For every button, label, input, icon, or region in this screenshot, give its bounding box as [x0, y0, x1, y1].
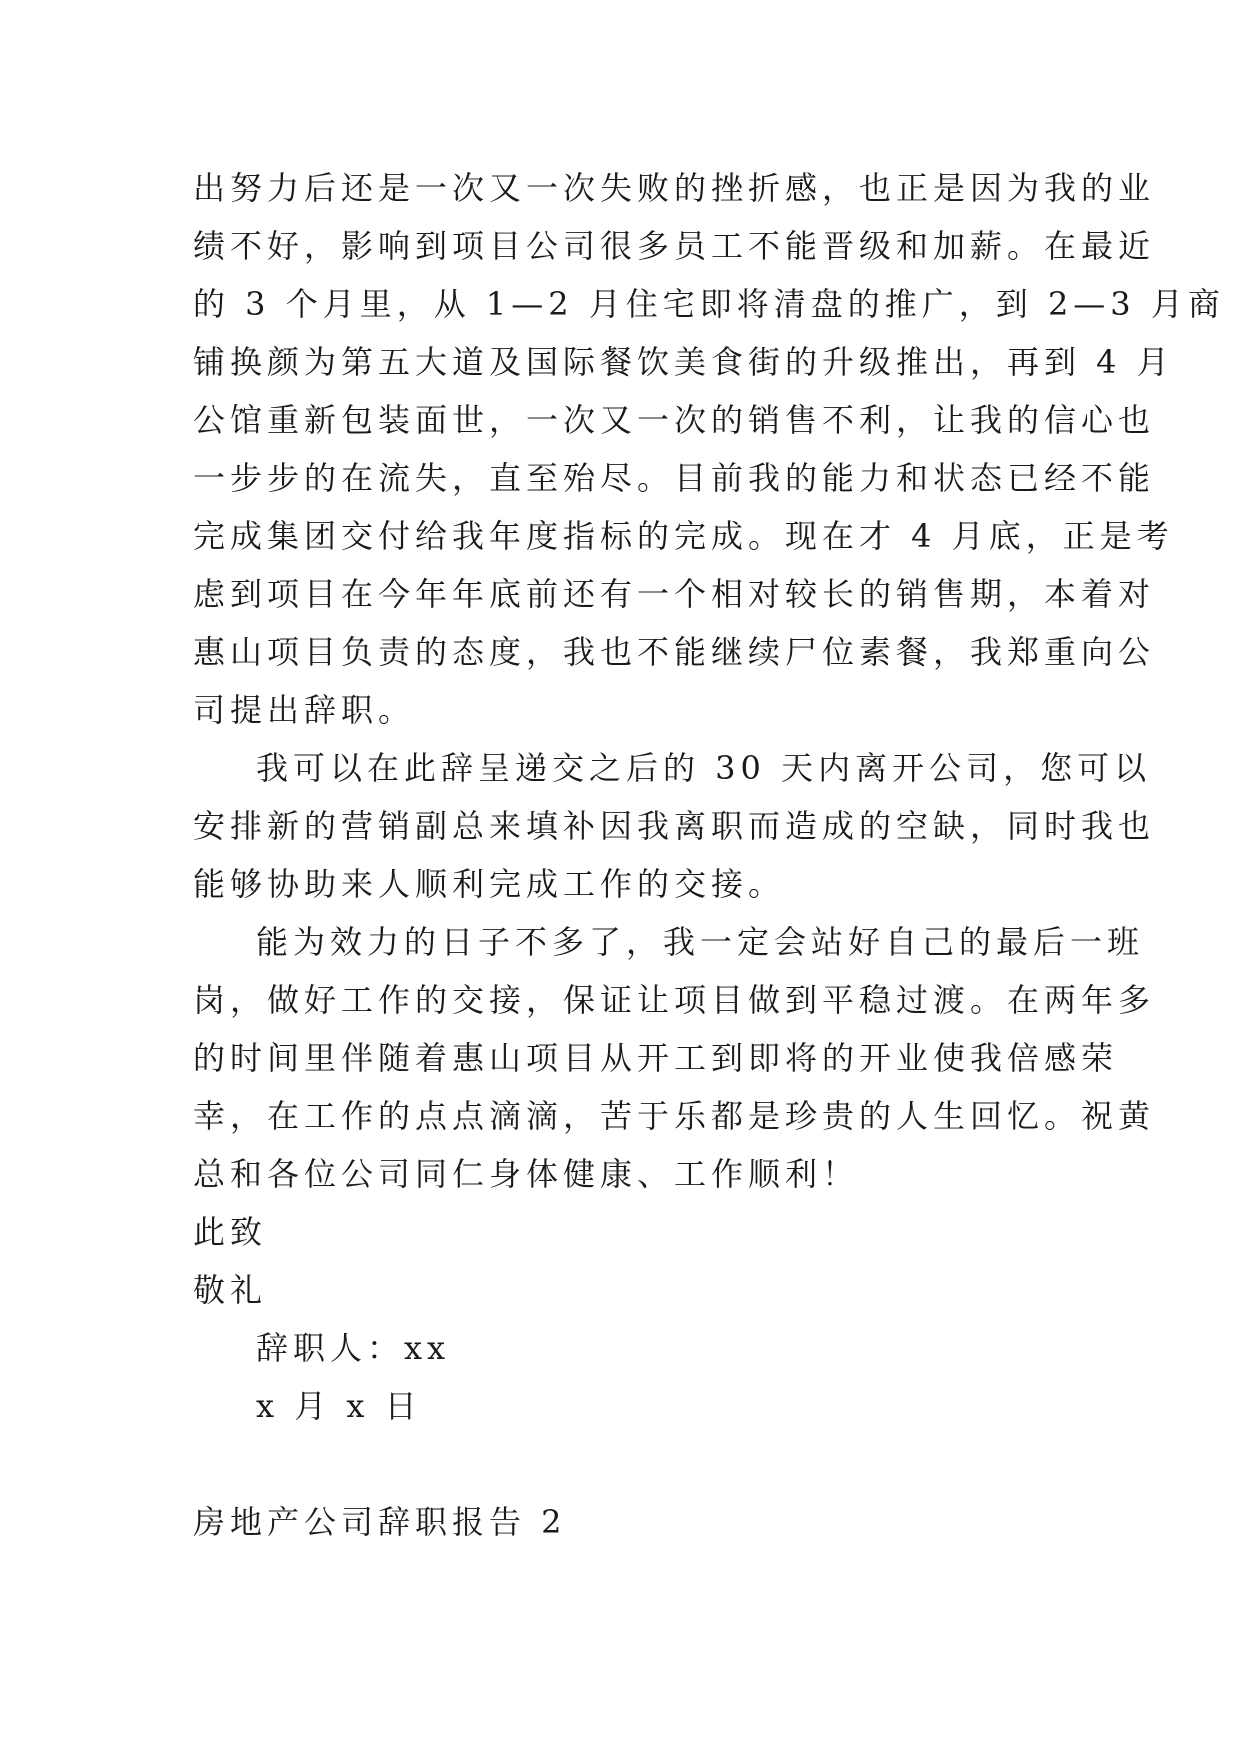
body-line: 能为效力的日子不多了，我一定会站好自己的最后一班 — [256, 923, 1145, 961]
closing-salutation: 此致 — [193, 1213, 268, 1251]
closing-regards: 敬礼 — [193, 1271, 268, 1309]
body-line: 能够协助来人顺利完成工作的交接。 — [193, 865, 786, 903]
section-heading: 房地产公司辞职报告 2 — [193, 1503, 567, 1541]
body-line: 虑到项目在今年年底前还有一个相对较长的销售期，本着对 — [193, 575, 1156, 613]
body-line: 的时间里伴随着惠山项目从开工到即将的开业使我倍感荣 — [193, 1039, 1119, 1077]
body-line: 一步步的在流失，直至殆尽。目前我的能力和状态已经不能 — [193, 459, 1156, 497]
body-line: 惠山项目负责的态度，我也不能继续尸位素餐，我郑重向公 — [193, 633, 1156, 671]
body-line: 安排新的营销副总来填补因我离职而造成的空缺，同时我也 — [193, 807, 1156, 845]
body-line: 司提出辞职。 — [193, 691, 416, 729]
signature-name: 辞职人：xx — [256, 1329, 451, 1367]
body-line: 的 3 个月里，从 1—2 月住宅即将清盘的推广，到 2—3 月商 — [193, 285, 1225, 323]
body-line: 出努力后还是一次又一次失败的挫折感，也正是因为我的业 — [193, 169, 1156, 207]
body-line: 完成集团交付给我年度指标的完成。现在才 4 月底，正是考 — [193, 517, 1174, 555]
body-line: 绩不好，影响到项目公司很多员工不能晋级和加薪。在最近 — [193, 227, 1156, 265]
body-line: 总和各位公司同仁身体健康、工作顺利！ — [193, 1155, 860, 1193]
body-line: 岗，做好工作的交接，保证让项目做到平稳过渡。在两年多 — [193, 981, 1156, 1019]
body-line: 公馆重新包装面世，一次又一次的销售不利，让我的信心也 — [193, 401, 1156, 439]
body-line: 我可以在此辞呈递交之后的 30 天内离开公司，您可以 — [256, 749, 1152, 787]
body-line: 铺换颜为第五大道及国际餐饮美食街的升级推出，再到 4 月 — [193, 343, 1174, 381]
signature-date: x 月 x 日 — [256, 1387, 422, 1425]
body-line: 幸，在工作的点点滴滴，苦于乐都是珍贵的人生回忆。祝黄 — [193, 1097, 1156, 1135]
